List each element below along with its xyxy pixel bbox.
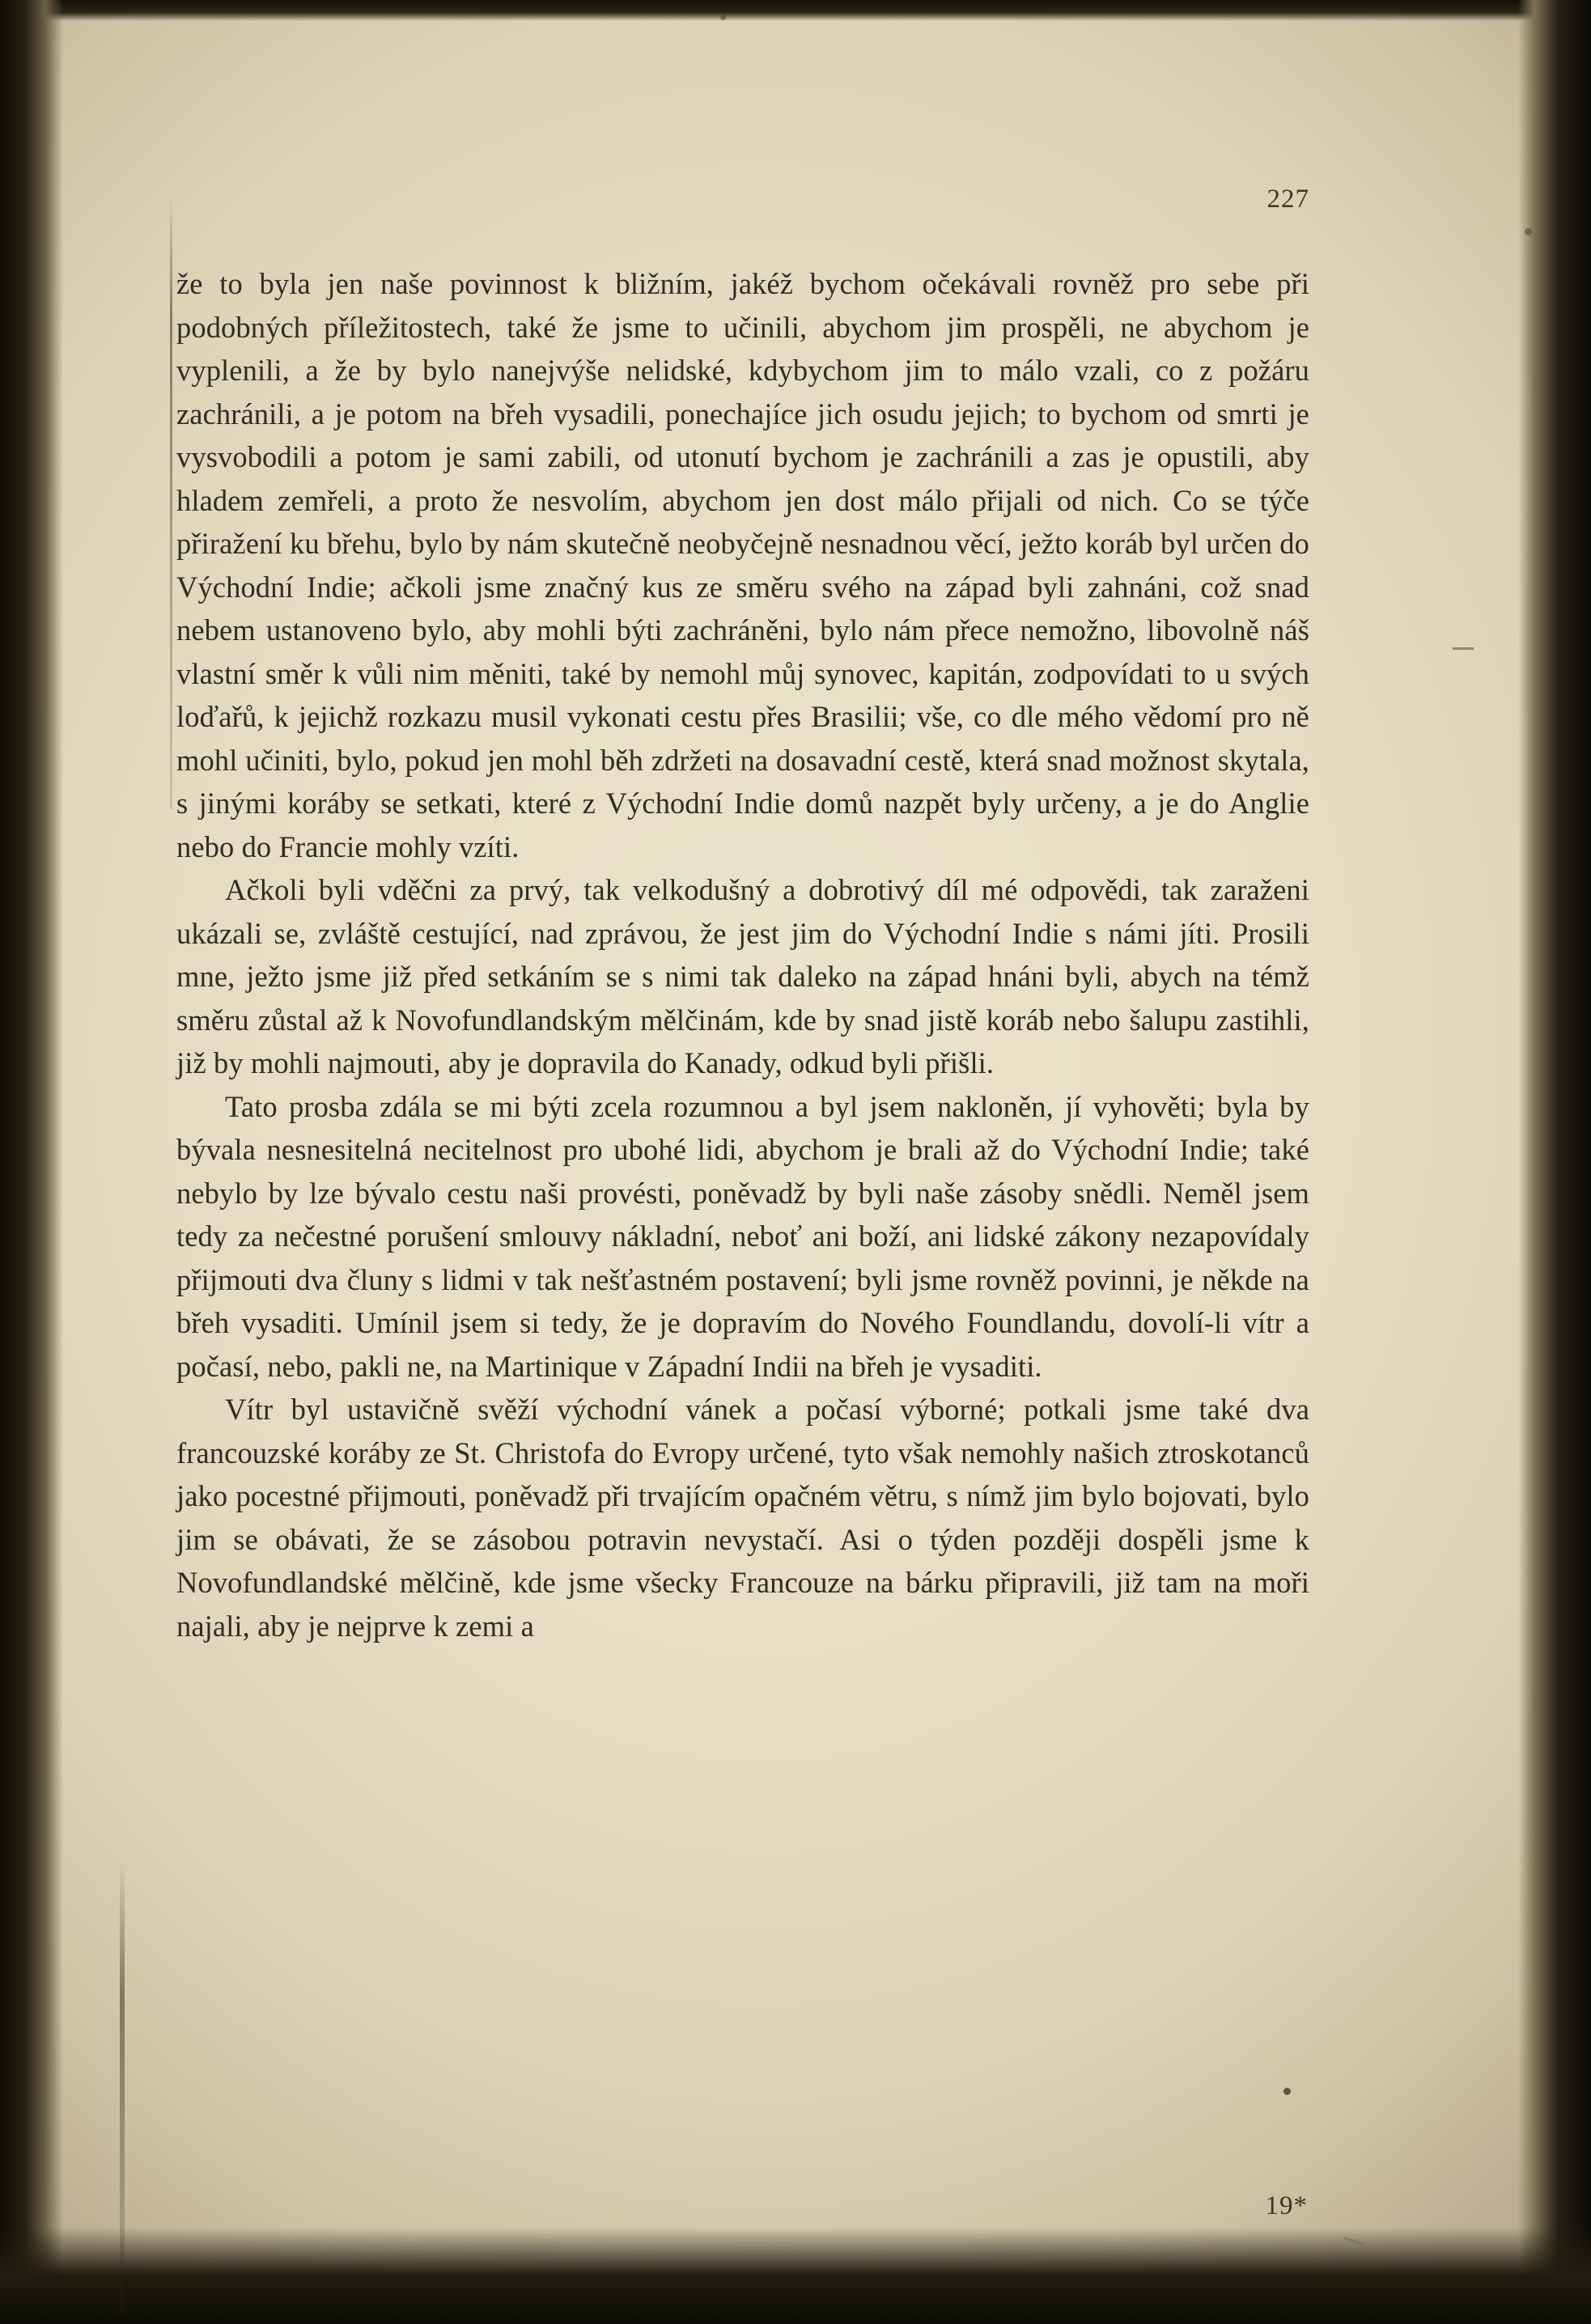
scan-edge-right: [1518, 0, 1591, 2324]
gutter-shadow-lower: [120, 1861, 125, 2314]
paragraph: Ačkoli byli vděčni za prvý, tak velkodušný a dobrotivý díl mé odpovědi, tak zaraženi ukázali se, zvláště cestující, nad zprávou, že jest jim do Východní Indie s námi jíti. Prosili mne, ježto jsme již před setkáním se s nimi tak daleko na západ hnáni byli, abych na témž směru zůstal až k Novofundlandským mělčinám, kde by snad jistě koráb nebo šalupu zastihli, již by mohli najmouti, aby je dopravila do Kanady, odkud byli přišli.: [176, 873, 1309, 1079]
body-text: [176, 262, 1309, 1648]
paper-blemish: [1283, 2088, 1291, 2095]
paragraph: Tato prosba zdála se mi býti zcela rozumnou a byl jsem nakloněn, jí vyhověti; byla by bývala nesnesitelná necitelnost pro ubohé lidi, abychom je brali až do Východní Indie; také nebylo by lze bývalo cestu naši provésti, poněvadž by byli naše zásoby snědli. Neměl jsem tedy za nečestné porušení smlouvy nákladní, neboť ani boží, ani lidské zákony nezapovídaly přijmouti dva čluny s lidmi v tak nešťastném postavení; byli jsme rovněž povinni, je někde na břeh vysaditi. Umínil jsem si tedy, že je dopravím do Nového Foundlandu, dovolí-li vítr a počasí, nebo, pakli ne, na Martinique v Západní Indii na břeh je vysaditi.: [176, 1089, 1309, 1383]
paragraph: Vítr byl ustavičně svěží východní vánek a počasí výborné; potkali jsme také dva francouzské koráby ze St. Christofa do Evropy určené, tyto však nemohly našich ztroskotanců jako pocestné přijmouti, poněvadž při trvajícím opačném větru, s nímž jim bylo bojovati, bylo jim se obávati, že se zásobou potravin nevystačí. Asi o týden později dospěli jsme k Novofundlandské mělčině, kde jsme všecky Francouze na bárku připravili, již tam na moři najali, aby je nejprve k zemi a: [176, 1393, 1309, 1643]
paper-blemish: [1453, 647, 1474, 650]
paragraph: že to byla jen naše povinnost k bližním, jakéž bychom očekávali rovněž pro sebe při podobných příležitostech, také že jsme to učinili, abychom jim prospěli, ne abychom je vyplenili, a že by bylo nanejvýše nelidské, kdybychom jim to málo vzali, co z požáru zachránili, a je potom na břeh vysadili, ponechajíce jich osudu jejich; to bychom od smrti je vysvobodili a potom je sami zabili, od utonutí bychom je zachránili a zas je opustili, aby hladem zemřeli, a proto že nesvolím, abychom jen dost málo přijali od nich. Co se týče přiražení ku břehu, bylo by nám skutečně neobyčejně nesnadnou věcí, ježto koráb byl určen do Východní Indie; ačkoli jsme značný kus ze směru svého na západ byli zahnáni, což snad nebem ustanoveno bylo, aby mohli býti zachráněni, bylo nám přece nemožno, libovolně náš vlastní směr k vůli nim měniti, také by nemohl můj synovec, kapitán, zodpovídati to u svých loďařů, k jejichž rozkazu musil vykonati cestu přes Brasilii; vše, co dle mého vědomí pro ně mohl učiniti, bylo, pokud jen mohl běh zdržeti na dosavadní cestě, která snad možnost skytala, s jinými koráby se setkati, které z Východní Indie domů nazpět byly určeny, a je do Anglie nebo do Francie mohly vzíti.: [176, 267, 1309, 863]
paper-speck: [1525, 228, 1532, 235]
signature-mark: 19*: [1265, 2191, 1308, 2220]
page-content: [176, 184, 1309, 2220]
gutter-shadow-upper: [170, 194, 172, 809]
scan-edge-top: [0, 0, 1591, 21]
scan-edge-left: [0, 0, 63, 2324]
paper-speck: [720, 15, 726, 20]
page-number: 227: [1266, 184, 1309, 214]
